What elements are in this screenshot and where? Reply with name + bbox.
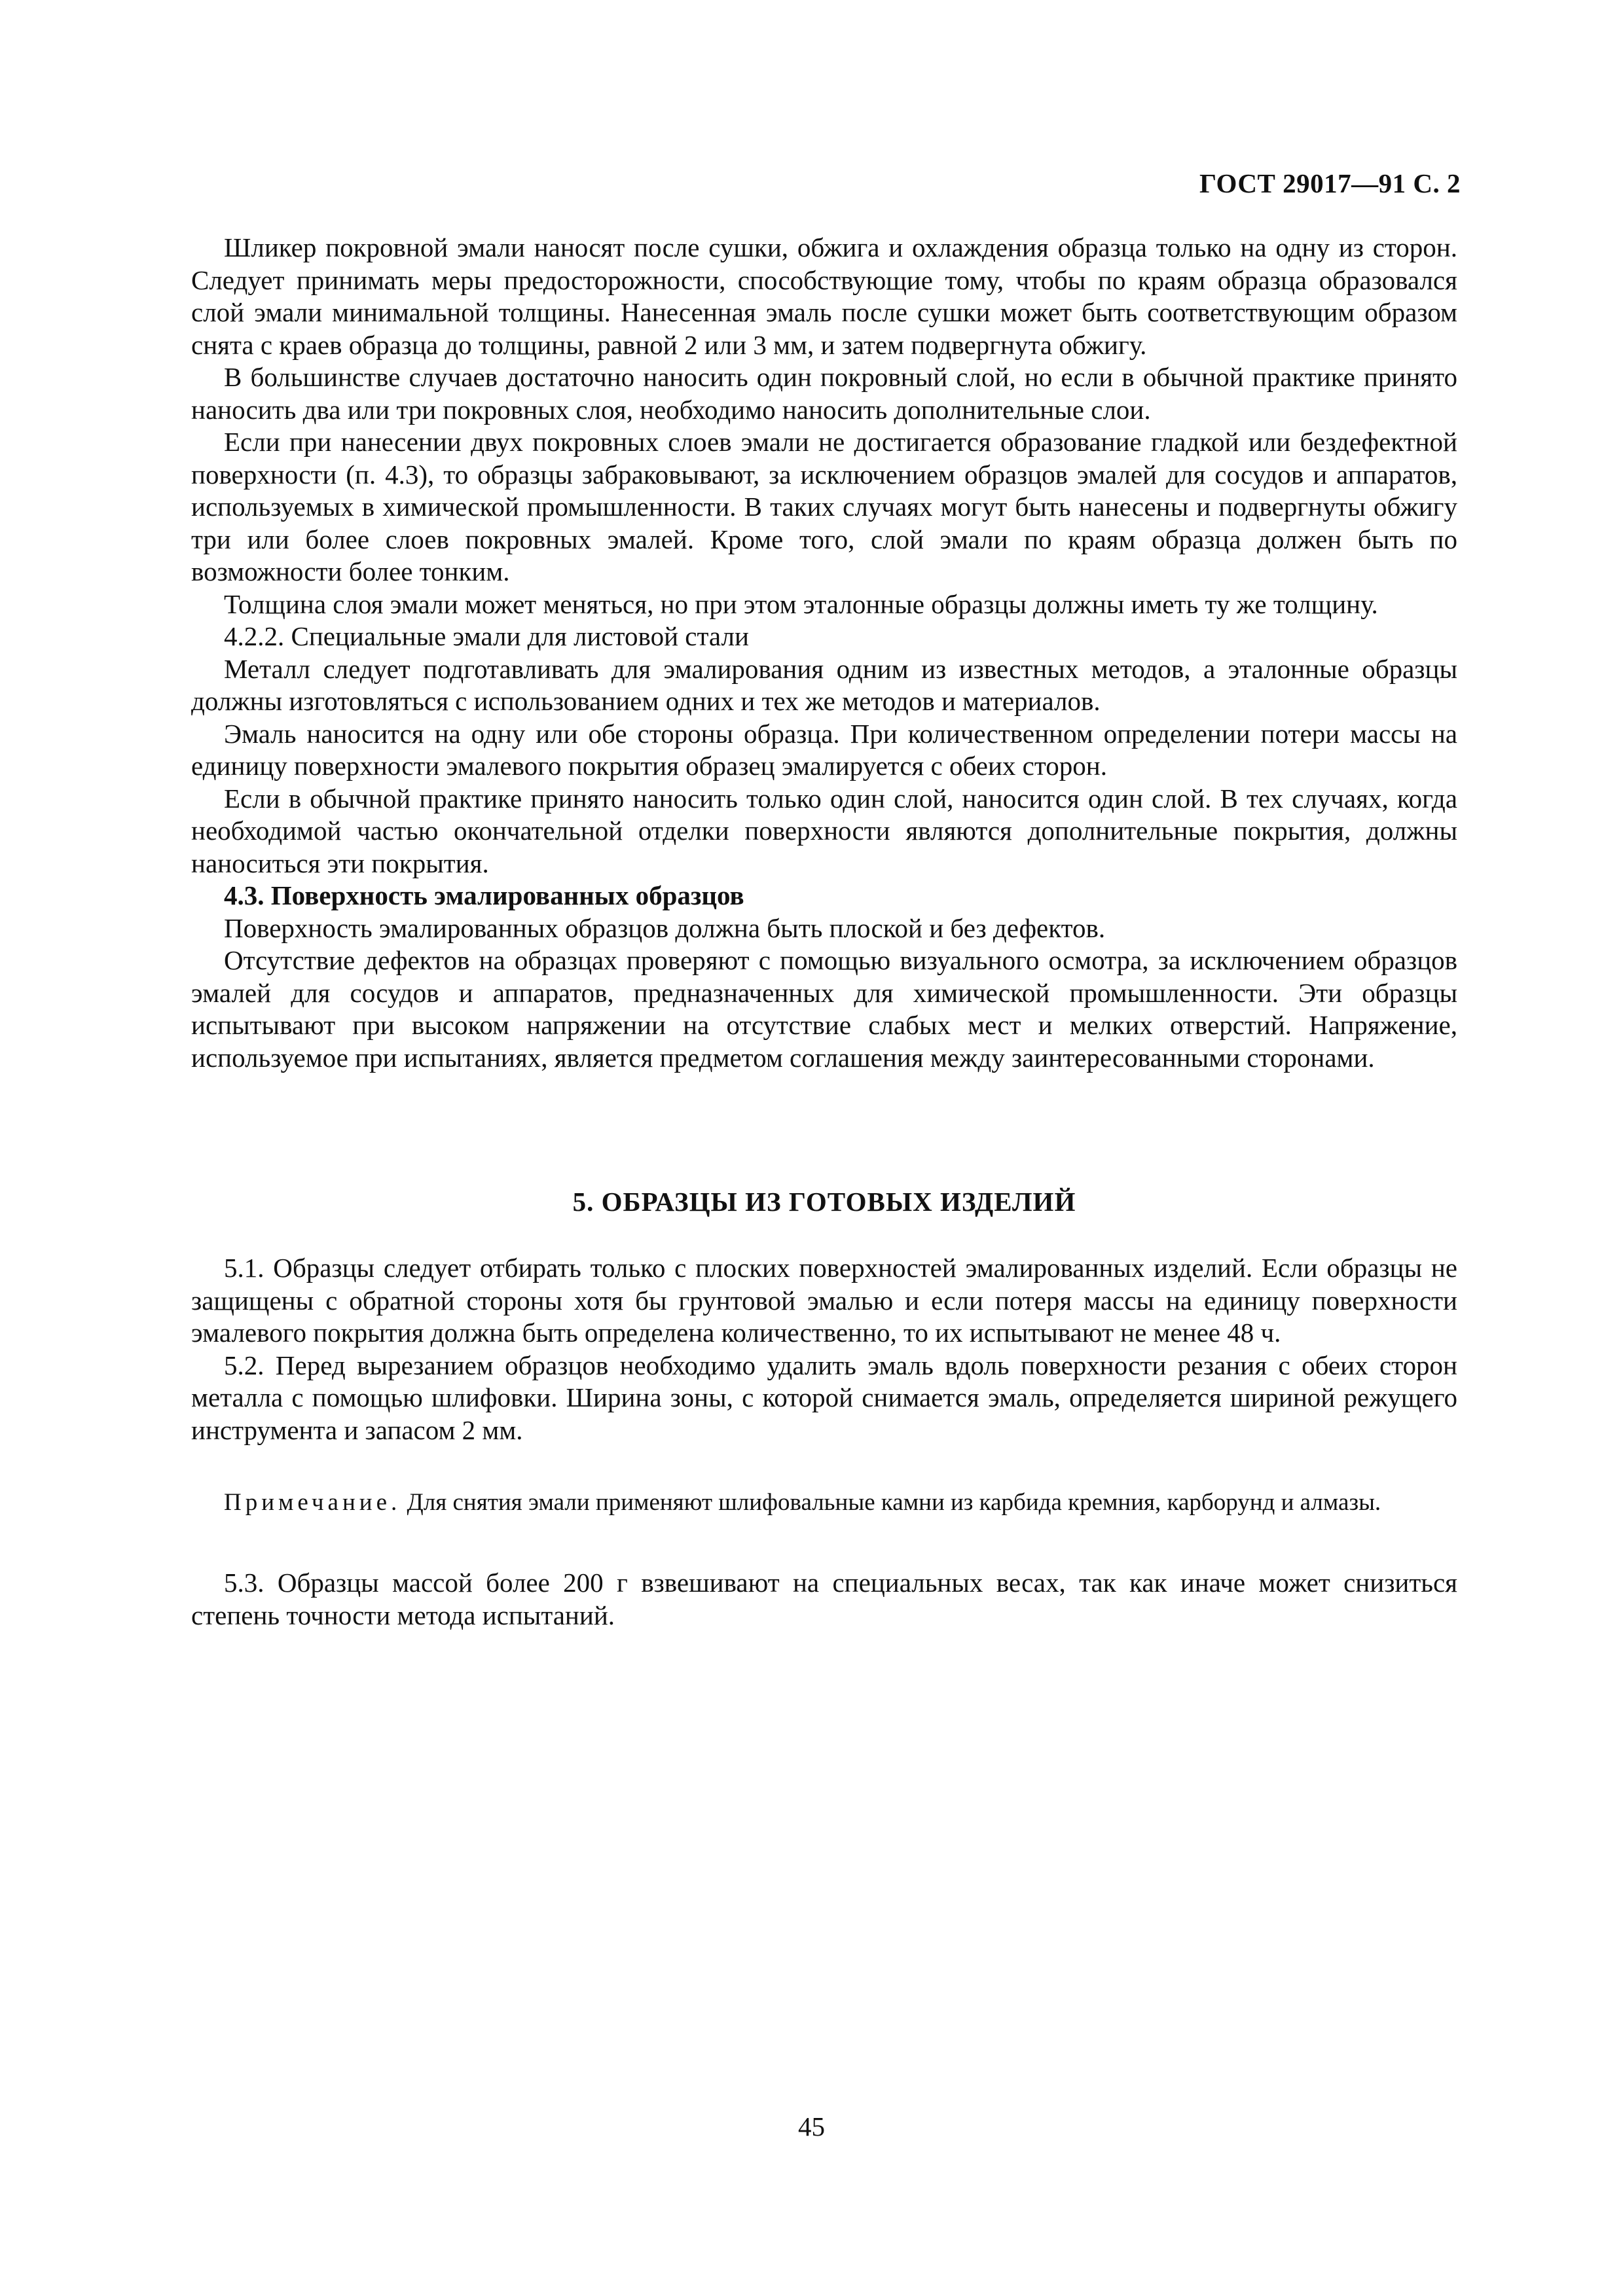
document-header: ГОСТ 29017—91 С. 2	[1199, 168, 1461, 198]
section-5-title: 5. ОБРАЗЦЫ ИЗ ГОТОВЫХ ИЗДЕЛИЙ	[572, 1187, 1076, 1217]
paragraph: 5.1. Образцы следует отбирать только с плоских поверхностей эмалированных изделий. Если образцы не защищены с обратной стороны хотя бы грунтовой эмалью и если потеря массы на единицу поверхности эмалевого покрытия должна быть определена количественно, то их испытывают не менее 48 ч.	[191, 1253, 1457, 1348]
subsection-heading-bold: 4.3. Поверхность эмалированных образцов	[224, 880, 744, 910]
note-label: Примечание.	[224, 1489, 401, 1516]
paragraph: Отсутствие дефектов на образцах проверяют с помощью визуального осмотра, за исключением образцов эмалей для сосудов и аппаратов, предназначенных для химической промышленности. Эти образцы испытывают при высоком напряжении на отсутствие слабых мест и мелких отверстий. Напряжение, используемое при испытаниях, является предметом соглашения между заинтересованными сторонами.	[191, 945, 1457, 1073]
note	[191, 1488, 1457, 1518]
paragraph: Если при нанесении двух покровных слоев эмали не достигается образование гладкой или бездефектной поверхности (п. 4.3), то образцы забраковывают, за исключением образцов эмалей для сосудов и аппаратов, используемых в химической промышленности. В таких случаях могут быть нанесены и подвергнуты обжигу три или более слоев покровных эмалей. Кроме того, слой эмали по краям образца должен быть по возможности более тонким.	[191, 427, 1457, 586]
page-number: 45	[798, 2111, 825, 2142]
note-text: Для снятия эмали применяют шлифовальные камни из карбида кремния, карборунд и алмазы.	[401, 1489, 1381, 1516]
paragraph: В большинстве случаев достаточно наносить один покровный слой, но если в обычной практике принято наносить два или три покровных слоя, необходимо наносить дополнительные слои.	[191, 362, 1457, 425]
paragraph: 5.2. Перед вырезанием образцов необходимо удалить эмаль вдоль поверхности резания с обеих сторон металла с помощью шлифовки. Ширина зоны, с которой снимается эмаль, определяется шириной режущего инструмента и запасом 2 мм.	[191, 1350, 1457, 1445]
paragraph: Если в обычной практике принято наносить только один слой, наносится один слой. В тех случаях, когда необходимой частью окончательной отделки поверхности являются дополнительные покрытия, должны наноситься эти покрытия.	[191, 783, 1457, 878]
paragraph: Шликер покровной эмали наносят после сушки, обжига и охлаждения образца только на одну из сторон. Следует принимать меры предосторожности, способствующие тому, чтобы по краям образца образовался слой эмали минимальной толщины. Нанесенная эмаль после сушки может быть соответствующим образом снята с краев образца до толщины, равной 2 или 3 мм, и затем подвергнута обжигу.	[191, 232, 1457, 360]
subsection-heading: 4.2.2. Специальные эмали для листовой стали	[224, 621, 749, 651]
section-4-text	[191, 232, 1457, 1074]
paragraph: Металл следует подготавливать для эмалирования одним из известных методов, а эталонные образцы должны изготовляться с использованием одних и тех же методов и материалов.	[191, 653, 1457, 716]
paragraph: Эмаль наносится на одну или обе стороны образца. При количественном определении потери массы на единицу поверхности эмалевого покрытия образец эмалируется с обеих сторон.	[191, 718, 1457, 781]
paragraph: 5.3. Образцы массой более 200 г взвешивают на специальных весах, так как иначе может снизиться степень точности метода испытаний.	[191, 1568, 1457, 1630]
paragraph: Толщина слоя эмали может меняться, но при этом эталонные образцы должны иметь ту же толщину.	[224, 588, 1378, 619]
paragraph: Поверхность эмалированных образцов должна быть плоской и без дефектов.	[224, 912, 1106, 943]
section-5-3-text	[191, 1567, 1457, 1632]
section-5-text	[191, 1252, 1457, 1446]
